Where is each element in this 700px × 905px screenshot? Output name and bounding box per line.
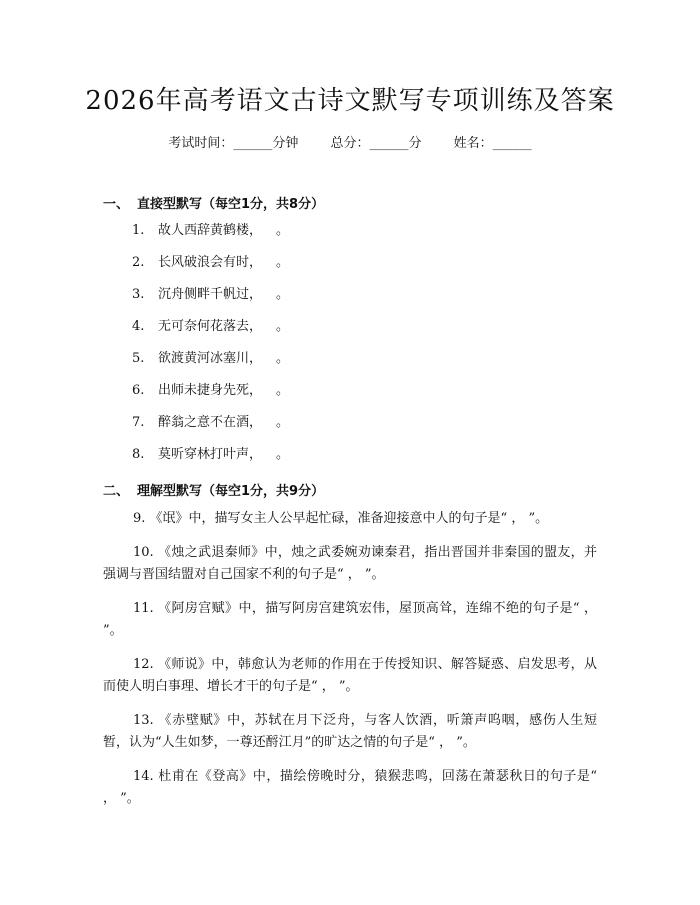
list-item — [132, 350, 582, 382]
question-item: 11. 《阿房宫赋》中，描写阿房宫建筑宏伟，屋顶高耸，连绵不绝的句子是“ ， ”。 — [103, 601, 597, 638]
item-end: 。 — [276, 447, 290, 462]
question-item: 12. 《师说》中，韩愈认为老师的作用在于传授知识、解答疑惑、启发思考，从而使人明白事理、增长才干的句子是“ ， ”。 — [103, 657, 597, 694]
item-number: 3. — [132, 287, 145, 302]
item-text: 莫听穿林打叶声， — [158, 447, 263, 462]
item-end: 。 — [276, 383, 290, 398]
question-item: 13. 《赤壁赋》中，苏轼在月下泛舟，与客人饮酒，听箫声呜咽，感伤人生短暂，认为“人生如梦，一尊还酹江月”的旷达之情的句子是“ ， ”。 — [103, 713, 597, 750]
item-number: 2. — [132, 255, 145, 270]
exam-time: 考试时间：______分钟 — [168, 136, 299, 151]
item-number: 5. — [132, 351, 145, 366]
question-item: 9. 《氓》中，描写女主人公早起忙碌，准备迎接意中人的句子是“ ， ”。 — [133, 511, 549, 526]
item-end: 。 — [276, 287, 290, 302]
section-1-title: 直接型默写（每空1分，共8分） — [137, 197, 325, 212]
question-item: 14. 杜甫在《登高》中，描绘傍晚时分，猿猴悲鸣，回荡在萧瑟秋日的句子是“ ， ”。 — [103, 769, 597, 806]
item-text: 长风破浪会有时， — [158, 255, 263, 270]
item-text: 出师未捷身先死， — [158, 383, 263, 398]
list-item — [132, 382, 582, 414]
section-1-heading — [103, 193, 324, 212]
section-1-list — [132, 222, 582, 478]
item-end: 。 — [276, 223, 290, 238]
page-title: 2026年高考语文古诗文默写专项训练及答案 — [85, 86, 615, 116]
item-number: 8. — [132, 447, 145, 462]
list-item — [132, 446, 582, 478]
student-name: 姓名：______ — [453, 136, 532, 151]
section-2-heading — [103, 480, 324, 499]
list-item — [132, 414, 582, 446]
item-text: 无可奈何花落去， — [158, 319, 263, 334]
item-number: 4. — [132, 319, 145, 334]
item-end: 。 — [276, 415, 290, 430]
item-text: 沉舟侧畔千帆过， — [158, 287, 263, 302]
item-text: 故人西辞黄鹤楼， — [158, 223, 263, 238]
list-item — [132, 318, 582, 350]
section-2-list — [103, 508, 597, 822]
item-end: 。 — [276, 319, 290, 334]
list-item — [132, 254, 582, 286]
question-item: 10. 《烛之武退秦师》中，烛之武委婉劝谏秦君，指出晋国并非秦国的盟友，并强调与晋国结盟对自己国家不利的句子是“ ， ”。 — [103, 545, 597, 582]
item-end: 。 — [276, 255, 290, 270]
section-2-title: 理解型默写（每空1分，共9分） — [137, 484, 325, 499]
item-text: 醉翁之意不在酒， — [158, 415, 263, 430]
section-2-number: 二、 — [103, 484, 130, 499]
section-1-number: 一、 — [103, 197, 130, 212]
item-number: 1. — [132, 223, 145, 238]
list-item — [132, 286, 582, 318]
item-number: 6. — [132, 383, 145, 398]
exam-meta — [0, 132, 700, 151]
item-text: 欲渡黄河冰塞川， — [158, 351, 263, 366]
exam-score: 总分：______分 — [330, 136, 422, 151]
item-number: 7. — [132, 415, 145, 430]
item-end: 。 — [276, 351, 290, 366]
list-item — [132, 222, 582, 254]
